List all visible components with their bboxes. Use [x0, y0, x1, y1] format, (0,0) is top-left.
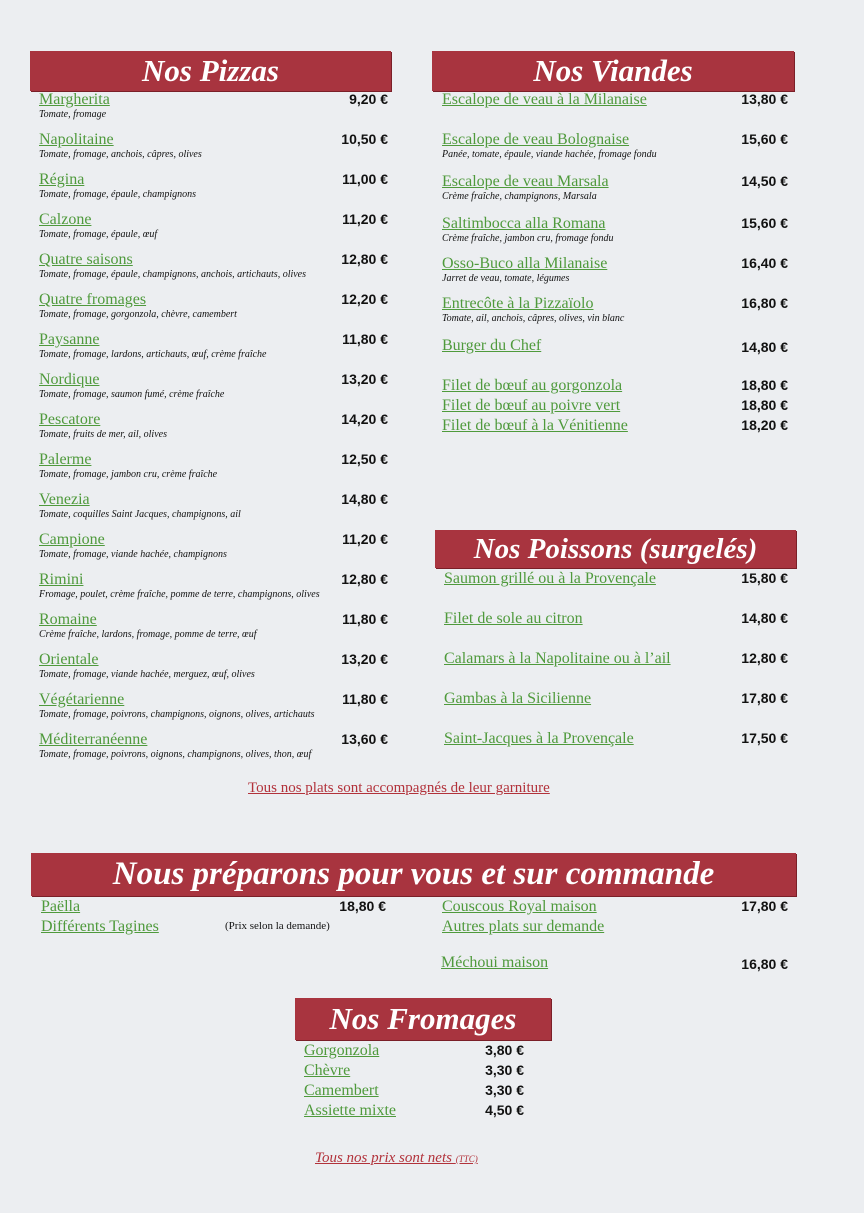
pizza-price: 12,80 € — [341, 251, 388, 267]
pizza-desc: Tomate, fromage, saumon fumé, crème fraîche — [39, 389, 225, 400]
viande-name: Saltimbocca alla Romana — [442, 215, 606, 232]
fromage-price: 3,30 € — [485, 1062, 524, 1078]
viande-desc: Crème fraîche, jambon cru, fromage fondu — [442, 233, 614, 244]
prix-note-ttc: (TTC) — [455, 1154, 478, 1164]
commande-title: Nous préparons pour vous et sur commande — [31, 853, 796, 896]
viande-name: Filet de bœuf au gorgonzola — [442, 377, 623, 394]
poisson-name: Calamars à la Napolitaine ou à l’ail — [444, 650, 671, 667]
viande-name: Filet de bœuf au poivre vert — [442, 397, 621, 414]
viande-name: Entrecôte à la Pizzaïolo — [442, 295, 594, 312]
poissons-title: Nos Poissons (surgelés) — [435, 530, 796, 568]
viande-name: Osso-Buco alla Milanaise — [442, 255, 608, 272]
commande-name: Couscous Royal maison — [442, 898, 597, 915]
pizza-desc: Tomate, fromage, gorgonzola, chèvre, camembert — [39, 309, 237, 320]
fromage-name: Chèvre — [304, 1062, 351, 1079]
pizza-name: Romaine — [39, 611, 97, 628]
pizza-price: 11,00 € — [342, 171, 388, 187]
viande-desc: Panée, tomate, épaule, viande hachée, fromage fondu — [442, 149, 657, 160]
fromages-title: Nos Fromages — [295, 998, 551, 1040]
pizza-price: 11,80 € — [342, 691, 388, 707]
poisson-price: 17,50 € — [741, 730, 788, 746]
pizzas-title: Nos Pizzas — [30, 51, 391, 91]
prix-note-text: Tous nos prix sont nets — [315, 1150, 456, 1166]
viande-price: 14,80 € — [741, 339, 788, 355]
pizza-name: Quatre saisons — [39, 251, 133, 268]
viande-price: 18,20 € — [741, 417, 788, 433]
poisson-name: Filet de sole au citron — [444, 610, 583, 627]
pizza-desc: Tomate, fromage, jambon cru, crème fraîche — [39, 469, 218, 480]
garniture-note: Tous nos plats sont accompagnés de leur garniture — [248, 780, 550, 796]
pizza-name: Venezia — [39, 491, 90, 508]
pizza-desc: Tomate, fromage, épaule, champignons, anchois, artichauts, olives — [39, 269, 307, 280]
poissons-list — [444, 570, 788, 760]
poisson-price: 17,80 € — [741, 690, 788, 706]
pizzas-list — [39, 91, 388, 771]
pizza-desc: Crème fraîche, lardons, fromage, pomme de terre, œuf — [39, 629, 257, 640]
fromage-price: 4,50 € — [485, 1102, 524, 1118]
viande-price: 16,80 € — [741, 295, 788, 311]
viande-name: Filet de bœuf à la Vénitienne — [442, 417, 628, 434]
viande-price: 18,80 € — [741, 397, 788, 413]
pizza-desc: Tomate, fromage, anchois, câpres, olives — [39, 149, 202, 160]
fromage-name: Assiette mixte — [304, 1102, 396, 1119]
pizza-desc: Fromage, poulet, crème fraîche, pomme de terre, champignons, olives — [39, 589, 320, 600]
viande-price: 15,60 € — [741, 131, 788, 147]
commande-price: 18,80 € — [339, 898, 386, 914]
pizza-price: 11,80 € — [342, 331, 388, 347]
fromage-price: 3,30 € — [485, 1082, 524, 1098]
poisson-price: 14,80 € — [741, 610, 788, 626]
pizza-desc: Tomate, fromage, poivrons, champignons, oignons, olives, artichauts — [39, 709, 315, 720]
pizza-name: Rimini — [39, 571, 84, 588]
viandes-list — [442, 91, 788, 441]
viande-desc: Jarret de veau, tomate, légumes — [442, 273, 570, 284]
pizza-price: 13,20 € — [341, 651, 388, 667]
commande-name: Différents Tagines — [41, 918, 159, 935]
pizza-name: Régina — [39, 171, 85, 188]
pizza-name: Calzone — [39, 211, 92, 228]
commande-left — [41, 898, 386, 942]
pizza-desc: Tomate, fromage, épaule, œuf — [39, 229, 158, 240]
poisson-price: 15,80 € — [741, 570, 788, 586]
pizza-desc: Tomate, fromage, viande hachée, champignons — [39, 549, 227, 560]
pizza-desc: Tomate, fruits de mer, ail, olives — [39, 429, 167, 440]
viande-name: Escalope de veau Bolognaise — [442, 131, 630, 148]
poisson-name: Saumon grillé ou à la Provençale — [444, 570, 656, 587]
poisson-name: Saint-Jacques à la Provençale — [444, 730, 634, 747]
pizza-name: Palerme — [39, 451, 92, 468]
commande-name: Paëlla — [41, 898, 81, 915]
pizza-price: 12,80 € — [341, 571, 388, 587]
pizza-desc: Tomate, coquilles Saint Jacques, champignons, ail — [39, 509, 241, 520]
pizza-price: 12,50 € — [341, 451, 388, 467]
pizza-price: 11,20 € — [342, 211, 388, 227]
fromages-list — [304, 1042, 524, 1124]
pizza-desc: Tomate, fromage, viande hachée, merguez, œuf, olives — [39, 669, 255, 680]
pizza-name: Nordique — [39, 371, 100, 388]
viande-price: 18,80 € — [741, 377, 788, 393]
pizza-price: 14,20 € — [341, 411, 388, 427]
pizza-price: 9,20 € — [349, 91, 388, 107]
commande-price: 17,80 € — [741, 898, 788, 914]
pizza-name: Paysanne — [39, 331, 100, 348]
poisson-price: 12,80 € — [741, 650, 788, 666]
viande-price: 16,40 € — [741, 255, 788, 271]
pizza-name: Margherita — [39, 91, 110, 108]
pizza-price: 11,20 € — [342, 531, 388, 547]
pizza-name: Végétarienne — [39, 691, 125, 708]
pizza-desc: Tomate, fromage, épaule, champignons — [39, 189, 197, 200]
pizza-price: 11,80 € — [342, 611, 388, 627]
pizza-price: 12,20 € — [341, 291, 388, 307]
viande-desc: Tomate, ail, anchois, câpres, olives, vin blanc — [442, 313, 625, 324]
viande-price: 14,50 € — [741, 173, 788, 189]
pizza-name: Méditerranéenne — [39, 731, 148, 748]
commande-right — [442, 898, 788, 978]
pizza-name: Quatre fromages — [39, 291, 147, 308]
viande-price: 15,60 € — [741, 215, 788, 231]
viande-name: Escalope de veau à la Milanaise — [442, 91, 647, 108]
pizza-desc: Tomate, fromage, lardons, artichauts, œuf, crème fraîche — [39, 349, 267, 360]
commande-name: Méchoui maison — [441, 954, 549, 971]
viande-name: Escalope de veau Marsala — [442, 173, 609, 190]
pizza-price: 13,20 € — [341, 371, 388, 387]
viandes-title: Nos Viandes — [432, 51, 794, 91]
commande-name: Autres plats sur demande — [442, 918, 605, 935]
commande-note: (Prix selon la demande) — [225, 920, 330, 932]
fromage-price: 3,80 € — [485, 1042, 524, 1058]
pizza-name: Napolitaine — [39, 131, 114, 148]
poisson-name: Gambas à la Sicilienne — [444, 690, 592, 707]
fromage-name: Gorgonzola — [304, 1042, 380, 1059]
commande-price: 16,80 € — [741, 956, 788, 972]
pizza-desc: Tomate, fromage — [39, 109, 107, 120]
pizza-name: Orientale — [39, 651, 99, 668]
viande-desc: Crème fraîche, champignons, Marsala — [442, 191, 597, 202]
fromage-name: Camembert — [304, 1082, 379, 1099]
viande-name: Burger du Chef — [442, 337, 542, 354]
pizza-name: Pescatore — [39, 411, 101, 428]
prix-note — [315, 1150, 478, 1167]
pizza-price: 10,50 € — [341, 131, 388, 147]
pizza-price: 13,60 € — [341, 731, 388, 747]
pizza-price: 14,80 € — [341, 491, 388, 507]
pizza-desc: Tomate, fromage, poivrons, oignons, champignons, olives, thon, œuf — [39, 749, 312, 760]
pizza-name: Campione — [39, 531, 105, 548]
viande-price: 13,80 € — [741, 91, 788, 107]
